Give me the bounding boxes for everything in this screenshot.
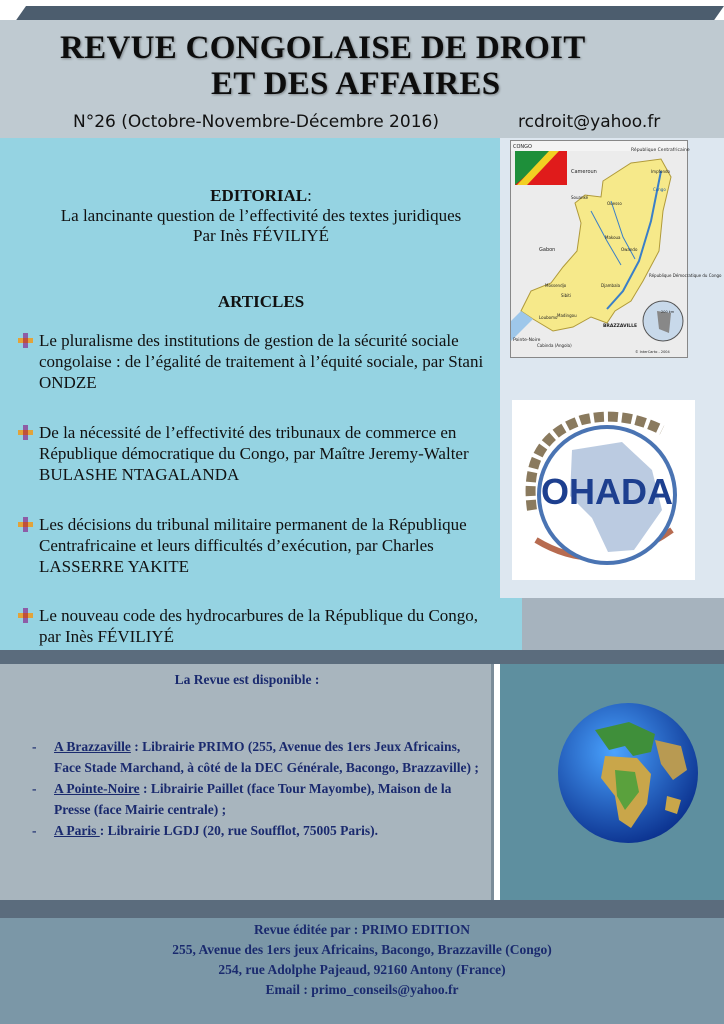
ohada-logo-text: OHADA <box>541 471 673 512</box>
map-city-label: Madingou <box>557 313 577 318</box>
publisher-address-france: 254, rue Adolphe Pajeaud, 92160 Antony (France) <box>218 962 506 977</box>
section-separator <box>0 650 724 664</box>
map-city-label: Mossendjo <box>545 283 567 288</box>
ohada-logo-drawing <box>512 400 695 580</box>
map-city-label: Souanké <box>571 195 589 200</box>
map-label-cameroon: Cameroun <box>571 169 597 175</box>
map-label-cabinda: Cabinda (Angola) <box>537 343 572 348</box>
map-label-gabon: Gabon <box>539 247 556 253</box>
editorial-block <box>0 186 522 246</box>
map-scale: 200 km <box>661 310 675 314</box>
availability-item <box>32 820 487 841</box>
availability-city-link[interactable]: A Brazzaville <box>54 739 131 754</box>
journal-title-line1: REVUE CONGOLAISE DE DROIT <box>60 30 586 66</box>
map-city-label: Makoua <box>605 235 621 240</box>
map-credit: © InterCarto - 2004 <box>635 350 670 354</box>
top-accent-bar <box>16 6 724 20</box>
availability-details: : Librairie PRIMO (255, Avenue des 1ers Jeux Africains, Face Stade Marchand, à côté de la DEC Générale, Bacongo, Brazzaville) ; <box>54 739 479 775</box>
availability-item <box>32 778 487 820</box>
journal-title <box>0 30 724 102</box>
map-label-rdc: République Démocratique du Congo <box>649 273 722 278</box>
cross-bullet-icon <box>18 517 33 532</box>
availability-city-link[interactable]: A Pointe-Noire <box>54 781 140 796</box>
editorial-title: La lancinante question de l’effectivité des textes juridiques <box>60 206 462 225</box>
article-text: Les décisions du tribunal militaire permanent de la République Centrafricaine et leurs difficultés d’exécution, par Charles LASSERRE YAKITE <box>39 515 467 576</box>
contact-email[interactable]: rcdroit@yahoo.fr <box>518 112 661 132</box>
ohada-logo <box>512 400 695 580</box>
image-panel-footer <box>522 598 724 650</box>
availability-list <box>32 736 487 841</box>
article-item <box>18 514 498 577</box>
article-text: Le nouveau code des hydrocarbures de la République du Congo, par Inès FÉVILIYÉ <box>39 606 479 646</box>
availability-city-link[interactable]: A Paris <box>54 823 100 838</box>
editorial-label: EDITORIAL <box>210 186 308 205</box>
globe-icon <box>555 700 701 846</box>
publisher-name: Revue éditée par : PRIMO EDITION <box>253 922 471 937</box>
footer-top-bar <box>0 900 724 918</box>
map-city-label: Owando <box>621 247 638 252</box>
list-dash: - <box>32 739 37 754</box>
map-city-label: Loubomo <box>539 315 558 320</box>
cross-bullet-icon <box>18 333 33 348</box>
article-item <box>18 422 498 485</box>
cross-bullet-icon <box>18 425 33 440</box>
article-item <box>18 605 498 647</box>
map-city-label: Djambala <box>601 283 621 288</box>
congo-map <box>510 140 722 358</box>
map-label-rca: République Centrafricaine <box>631 148 690 153</box>
availability-item <box>32 736 487 778</box>
article-item <box>18 330 498 393</box>
publisher-email[interactable]: Email : primo_conseils@yahoo.fr <box>265 982 459 997</box>
globe-image <box>555 700 701 846</box>
map-city-label: Sibiti <box>561 293 571 298</box>
congo-flag-icon <box>515 151 567 185</box>
editorial-colon: : <box>307 186 312 205</box>
list-dash: - <box>32 823 37 838</box>
congo-map-drawing <box>511 141 722 357</box>
cross-bullet-icon <box>18 608 33 623</box>
journal-title-line2: ET DES AFFAIRES <box>211 66 501 102</box>
list-dash: - <box>32 781 37 796</box>
publisher-address-congo: 255, Avenue des 1ers jeux Africains, Bacongo, Brazzaville (Congo) <box>172 942 552 957</box>
map-label-congo-river: Congo <box>653 187 666 192</box>
article-text: De la nécessité de l’effectivité des tribunaux de commerce en République démocratique du Congo, par Maître Jeremy-Walter BULASHE NTAGALANDA <box>39 423 469 484</box>
map-label-pointe-noire: Pointe-Noire <box>513 338 541 343</box>
article-text: Le pluralisme des institutions de gestion de la sécurité sociale congolaise : de l’égalité de traitement à l’équité sociale, par Stani ONDZE <box>39 331 484 392</box>
articles-heading: ARTICLES <box>217 292 305 311</box>
publisher-info <box>0 920 724 1000</box>
availability-details: : Librairie Paillet (face Tour Mayombe), Maison de la Presse (face Mairie centrale) ; <box>54 781 452 817</box>
map-city-label: Ouesso <box>607 201 622 206</box>
availability-details: : Librairie LGDJ (20, rue Soufflot, 75005 Paris). <box>99 823 378 838</box>
map-label-country: CONGO <box>513 144 532 150</box>
map-label-brazzaville: BRAZZAVILLE <box>603 324 638 329</box>
editorial-author: Par Inès FÉVILIYÉ <box>193 226 329 245</box>
issue-number: N°26 (Octobre-Novembre-Décembre 2016) <box>73 112 439 132</box>
map-city-label: Impfondo <box>651 169 670 174</box>
availability-heading: La Revue est disponible : <box>174 672 320 687</box>
